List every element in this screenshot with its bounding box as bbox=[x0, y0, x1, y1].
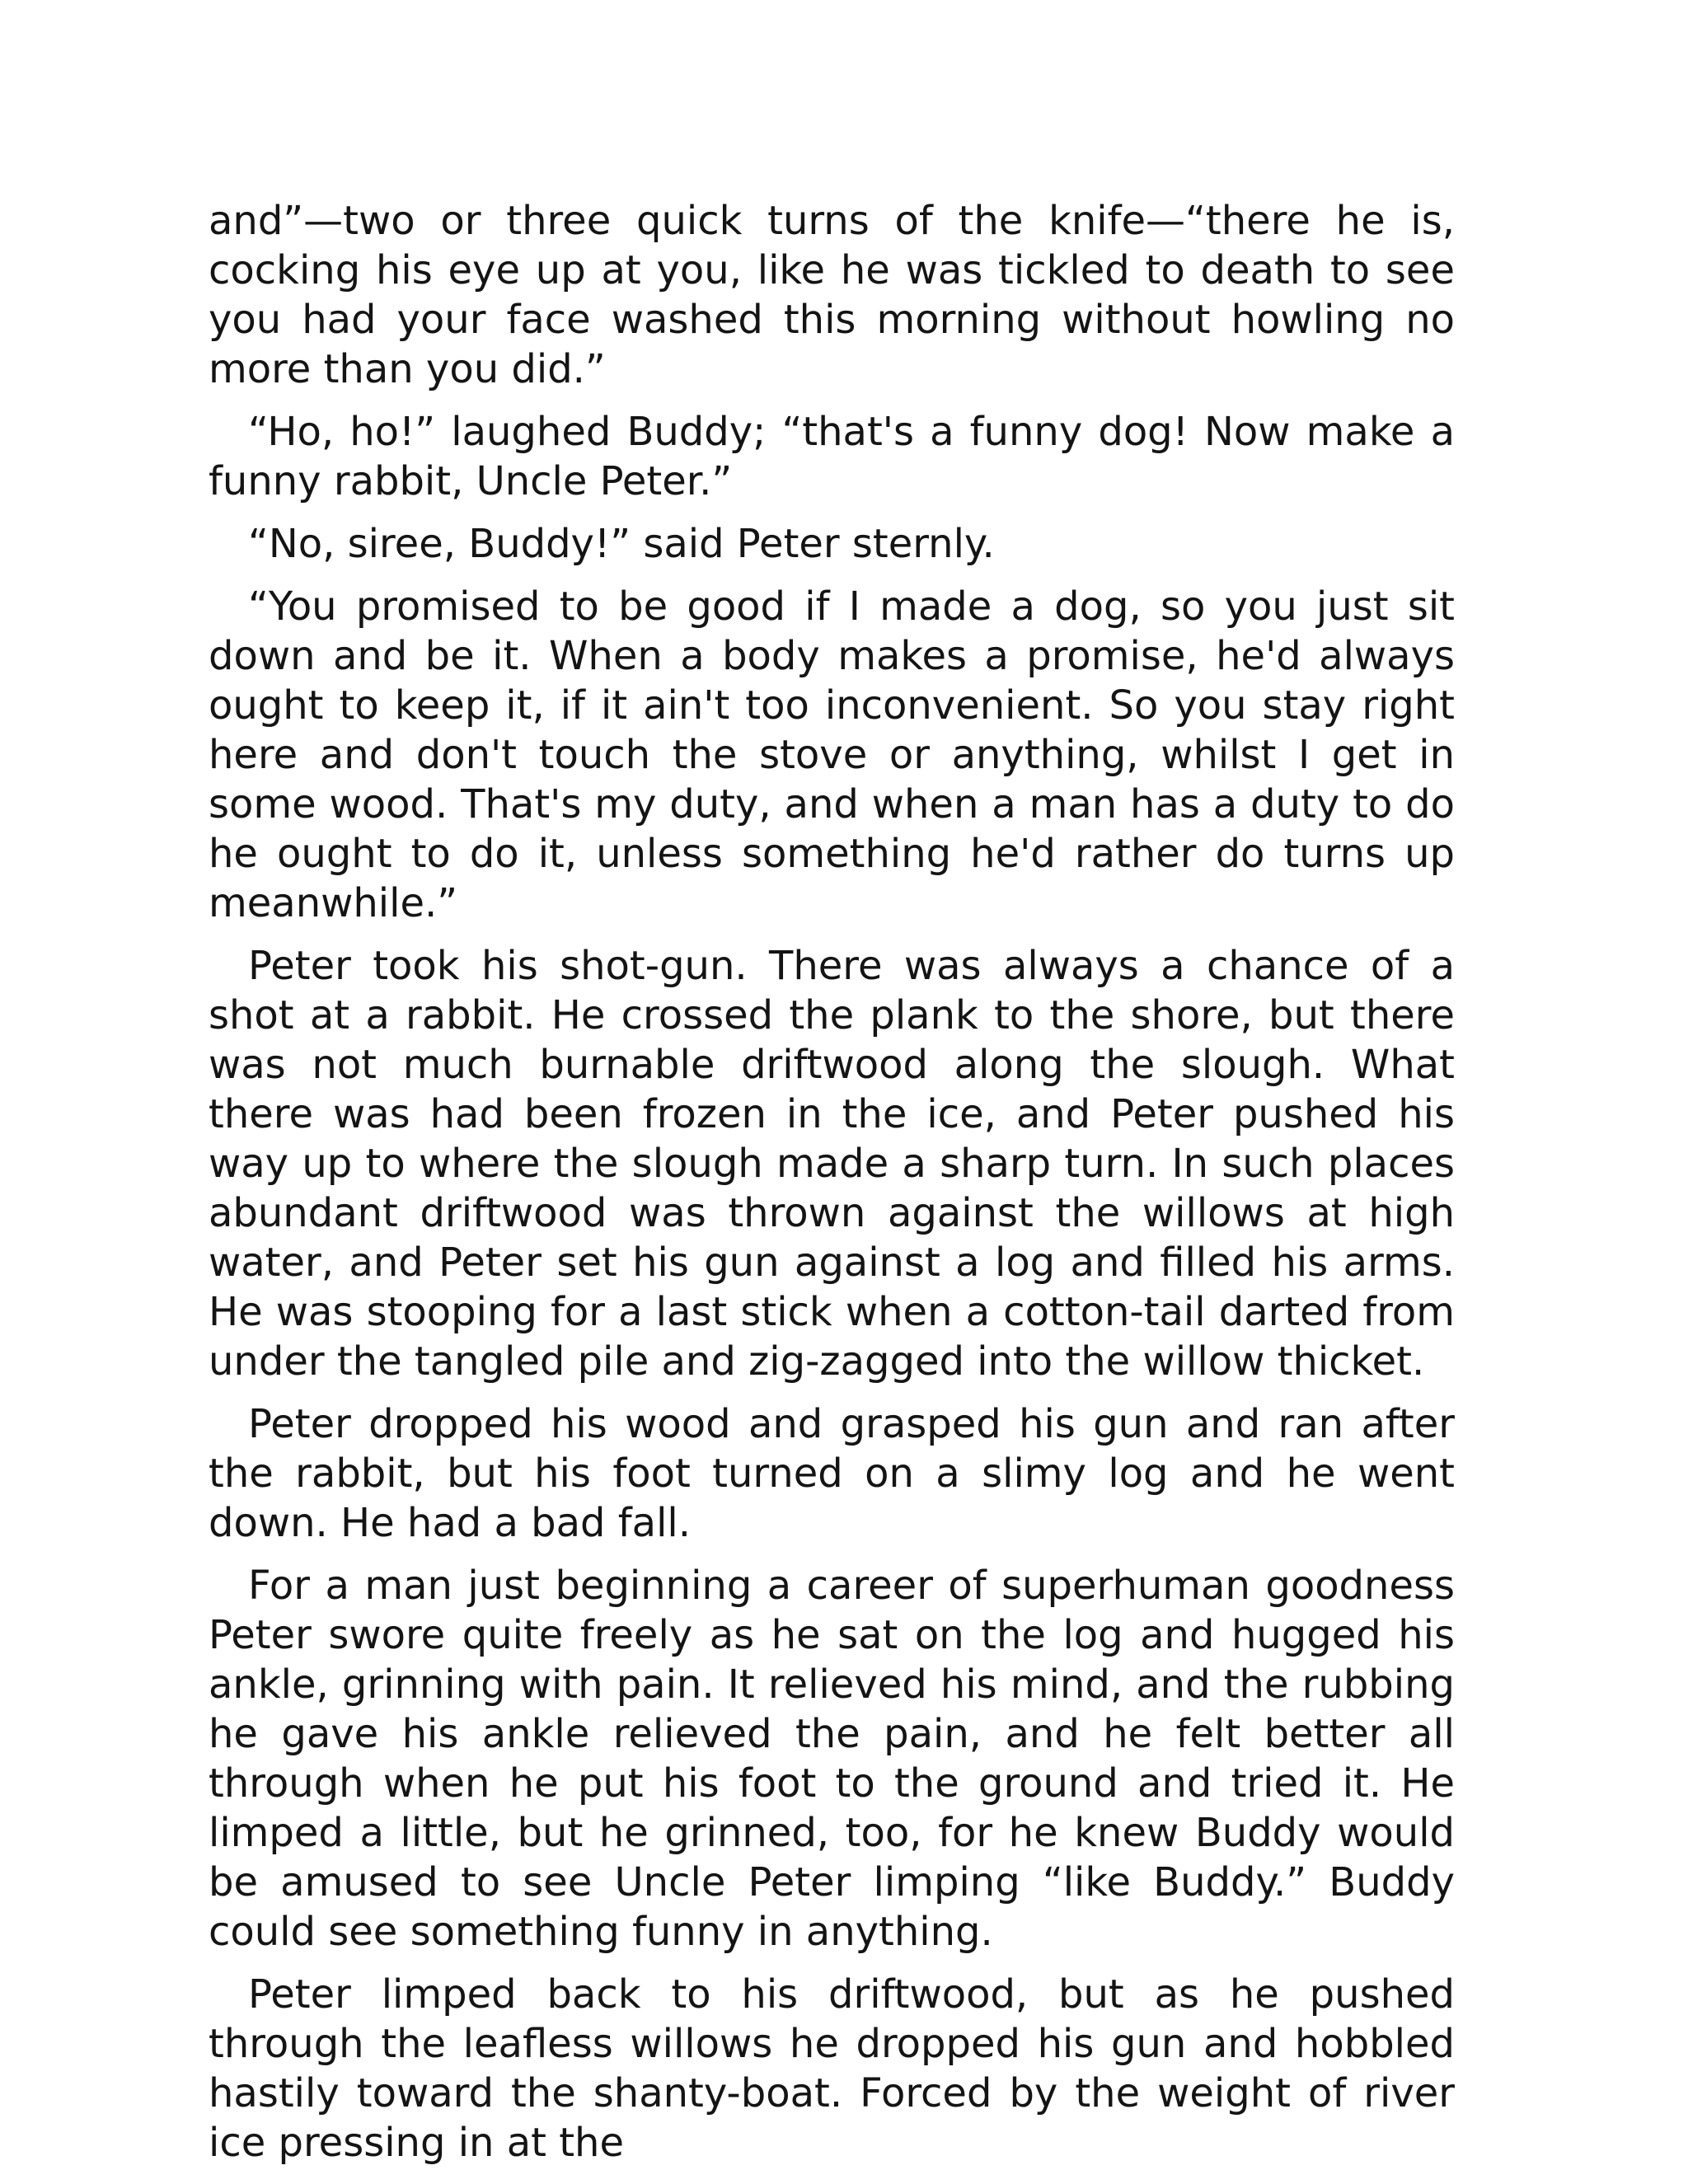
paragraph-1: and”—two or three quick turns of the knife—“there he is, cocking his eye up at you, like he was tickled to death to see you had your face washed this morning without howling no more than you did.” bbox=[209, 198, 1455, 392]
paragraph-4: “You promised to be good if I made a dog, so you just sit down and be it. When a body makes a promise, he'd always ought to keep it, if it ain't too inconvenient. So you stay right here and don't touch the stove or anything, whilst I get in some wood. That's my duty, and when a man has a duty to do he ought to do it, unless something he'd rather do turns up meanwhile.” bbox=[209, 583, 1455, 926]
paragraph-7: For a man just beginning a career of superhuman goodness Peter swore quite freely as he sat on the log and hugged his ankle, grinning with pain. It relieved his mind, and the rubbing he gave his ankle relieved the pain, and he felt better all through when he put his foot to the ground and tried it. He limped a little, but he grinned, too, for he knew Buddy would be amused to see Uncle Peter limping “like Buddy.” Buddy could see something funny in anything. bbox=[209, 1563, 1455, 1955]
paragraph-3: “No, siree, Buddy!” said Peter sternly. bbox=[248, 521, 995, 567]
paragraph-5: Peter took his shot-gun. There was always a chance of a shot at a rabbit. He crossed the plank to the shore, but there was not much burnable driftwood along the slough. What there was had been frozen in the ice, and Peter pushed his way up to where the slough made a sharp turn. In such places abundant driftwood was thrown against the willows at high water, and Peter set his gun against a log and filled his arms. He was stooping for a last stick when a cotton-tail darted from under the tangled pile and zig-zagged into the willow thicket. bbox=[209, 943, 1455, 1385]
paragraph-8: Peter limped back to his driftwood, but as he pushed through the leafless willows he dropped his gun and hobbled hastily toward the shanty-boat. Forced by the weight of river ice pressing in at the bbox=[209, 1971, 1455, 2166]
page-body bbox=[209, 196, 1455, 2181]
paragraph-6: Peter dropped his wood and grasped his gun and ran after the rabbit, but his foot turned on a slimy log and he went down. He had a bad fall. bbox=[209, 1401, 1455, 1546]
paragraph-2: “Ho, ho!” laughed Buddy; “that's a funny dog! Now make a funny rabbit, Uncle Peter.” bbox=[209, 409, 1455, 504]
